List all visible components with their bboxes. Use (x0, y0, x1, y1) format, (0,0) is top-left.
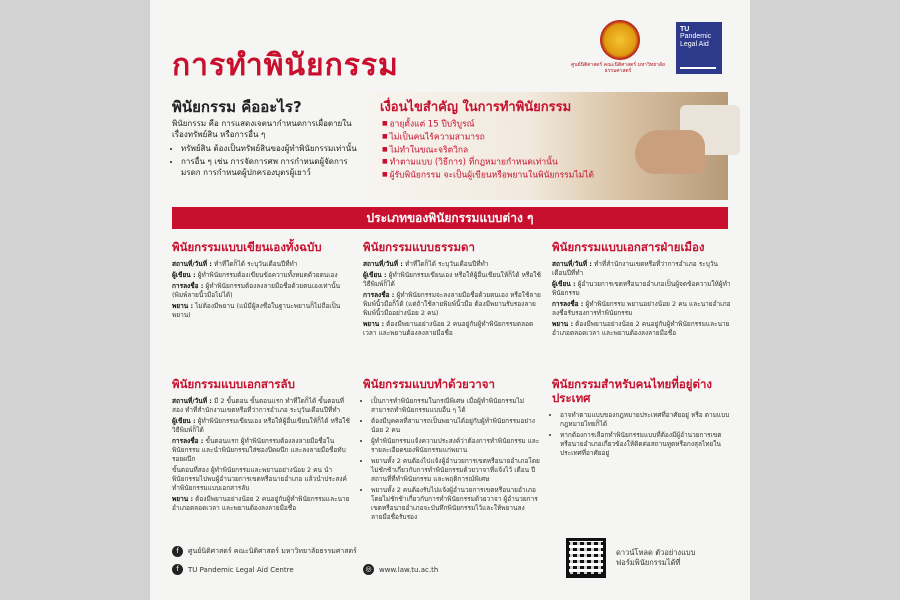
type-witness (552, 320, 732, 338)
type-heading: พินัยกรรมแบบเอกสารลับ (172, 377, 295, 391)
type-heading: พินัยกรรมแบบเอกสารฝ่ายเมือง (552, 240, 705, 254)
what-is-heading: พินัยกรรม คืออะไร? (172, 98, 302, 116)
field-value: มี 2 ขั้นตอน ขั้นตอนแรก ทำที่ใดก็ได้ ขั้นตอนที่สอง ทำที่สำนักงานเขตหรือที่ว่าการอำเภอ ระบุวันเดือนปีที่ทำ (172, 397, 345, 414)
what-is-body (172, 118, 357, 180)
type-heading: พินัยกรรมแบบธรรมดา (363, 240, 475, 254)
field-label: ผู้เขียน : (172, 417, 196, 425)
page-title: การทำพินัยกรรม (172, 48, 399, 83)
conditions-list (382, 118, 632, 182)
field-value: ทำที่สำนักงานเขตหรือที่ว่าการอำเภอ ระบุวันเดือนปีที่ทำ (552, 260, 718, 277)
verbal-item: • เป็นการทำพินัยกรรมในกรณีพิเศษ เมื่อผู้ทำพินัยกรรมไม่สามารถทำพินัยกรรมแบบอื่น ๆ ได้ (371, 397, 543, 415)
type-abroad (552, 377, 732, 460)
type-ordinary (363, 240, 543, 340)
footer-facebook2-text: TU Pandemic Legal Aid Centre (188, 565, 294, 574)
type-place (172, 397, 352, 415)
condition-item: ■ ไม่ทำในขณะจริตวิกล (382, 144, 632, 157)
what-is-bullet: • ทรัพย์สิน ต้องเป็นทรัพย์สินของผู้ทำพินัยกรรมเท่านั้น (181, 143, 357, 154)
type-writer (552, 280, 732, 298)
type-witness (363, 320, 543, 338)
law-center-seal-logo (600, 20, 640, 60)
field-label: การลงชื่อ : (172, 282, 204, 290)
footer-facebook[interactable] (172, 546, 357, 557)
types-banner: ประเภทของพินัยกรรมแบบต่าง ๆ (172, 207, 728, 229)
facebook-icon: f (172, 546, 183, 557)
field-label: ผู้เขียน : (552, 280, 576, 288)
type-verbal (363, 377, 543, 524)
condition-item: ■ ผู้รับพินัยกรรม จะเป็นผู้เขียนหรือพยานในพินัยกรรมไม่ได้ (382, 169, 632, 182)
field-value: ต้องมีพยานอย่างน้อย 2 คนอยู่กับผู้ทำพินัยกรรมตลอดเวลา และพยานต้องลงลายมือชื่อ (363, 320, 534, 337)
footer-website[interactable] (363, 564, 438, 575)
abroad-item: • หากต้องการเลือกทำพินัยกรรมแบบที่ต้องมีผู้อำนวยการเขตหรือนายอำเภอเกี่ยวข้องให้ติดต่อสถานทูตหรือกงสุลไทยในประเทศที่อาศัยอยู่ (560, 431, 732, 458)
type-sign (172, 437, 352, 464)
type-secret (172, 377, 352, 515)
type-sign (363, 291, 543, 318)
field-value: ต้องมีพยานอย่างน้อย 2 คนอยู่กับผู้ทำพินัยกรรมและนายอำเภอตลอดเวลา และพยานต้องลงลายมือชื่อ (172, 495, 350, 512)
field-label: ผู้เขียน : (172, 271, 196, 279)
type-witness (172, 302, 352, 320)
field-label: สถานที่/วันที่ : (172, 397, 212, 405)
field-label: พยาน : (363, 320, 385, 328)
field-value: ขั้นตอนแรก ผู้ทำพินัยกรรมต้องลงลายมือชื่อในพินัยกรรม และนำพินัยกรรมใส่ซองปิดผนึก และลงลายมือชื่อทับรอยผนึก (172, 437, 346, 463)
type-handwritten (172, 240, 352, 322)
field-value: ผู้ทำพินัยกรรม พยานอย่างน้อย 2 คน และนายอำเภอลงชื่อรับรองการทำพินัยกรรม (552, 300, 731, 317)
seal-caption: ศูนย์นิติศาสตร์ คณะนิติศาสตร์ มหาวิทยาลัยธรรมศาสตร์ (571, 62, 665, 74)
verbal-item: • ผู้ทำพินัยกรรมแจ้งความประสงค์ว่าต้องการทำพินัยกรรม และรายละเอียดของพินัยกรรมแก่พยาน (371, 437, 543, 455)
field-value: ทำที่ใดก็ได้ ระบุวันเดือนปีที่ทำ (213, 260, 298, 268)
conditions-heading: เงื่อนไขสำคัญ ในการทำพินัยกรรม (380, 100, 572, 115)
field-value: ผู้ทำพินัยกรรมต้องเขียนข้อความทั้งหมดด้วยตนเอง (197, 271, 338, 279)
type-public (552, 240, 732, 340)
field-value: ไม่ต้องมีพยาน (แม้มีผู้ลงชื่อในฐานะพยานก็ไม่ถือเป็นพยาน) (172, 302, 341, 319)
field-value: ทำที่ใดก็ได้ ระบุวันเดือนปีที่ทำ (404, 260, 489, 268)
condition-item: ■ ทำตามแบบ (วิธีการ) ที่กฎหมายกำหนดเท่านั้น (382, 156, 632, 169)
condition-item: ■ ไม่เป็นคนไร้ความสามารถ (382, 131, 632, 144)
globe-icon: ◎ (363, 564, 374, 575)
photo-hand-with-pen (635, 130, 705, 174)
type-step2: ขั้นตอนที่สอง ผู้ทำพินัยกรรมและพยานอย่างน้อย 2 คน นำพินัยกรรมไปพบผู้อำนวยการเขตหรือนายอำเภอ แล้วนำประสงค์ทำพินัยกรรมแบบเอกสารลับ (172, 466, 347, 492)
facebook-icon: f (172, 564, 183, 575)
condition-item: ■ อายุตั้งแต่ 15 ปีบริบูรณ์ (382, 118, 632, 131)
field-value: ผู้ทำพินัยกรรมต้องลงลายมือชื่อด้วยตนเองเท่านั้น (พิมพ์ลายนิ้วมือไม่ได้) (172, 282, 341, 299)
verbal-list (363, 397, 543, 522)
type-writer (172, 417, 352, 435)
field-value: ผู้อำนวยการเขตหรือนายอำเภอเป็นผู้จดข้อความให้ผู้ทำพินัยกรรม (552, 280, 731, 297)
qr-code-pattern (570, 542, 602, 574)
type-sign (172, 282, 352, 300)
tu-logo-line2: Legal Aid (680, 41, 709, 48)
type-sign (552, 300, 732, 318)
type-heading: พินัยกรรมสำหรับคนไทยที่อยู่ต่างประเทศ (552, 377, 713, 405)
field-value: ผู้ทำพินัยกรรมเขียนเอง หรือให้ผู้อื่นเขียนให้ก็ได้ หรือใช้วิธีพิมพ์ก็ได้ (363, 271, 541, 288)
field-label: การลงชื่อ : (552, 300, 584, 308)
verbal-item: • ต้องมีบุคคลที่สามารถเป็นพยานได้อยู่กับผู้ทำพินัยกรรมอย่างน้อย 2 คน (371, 417, 543, 435)
field-label: ผู้เขียน : (363, 271, 387, 279)
type-place (552, 260, 732, 278)
type-heading: พินัยกรรมแบบเขียนเองทั้งฉบับ (172, 240, 322, 254)
footer-website-text: www.law.tu.ac.th (379, 565, 439, 574)
tu-logo-mark: TU (680, 26, 690, 33)
field-value: ผู้ทำพินัยกรรมจะลงลายมือชื่อด้วยตนเอง หรือใช้ลายพิมพ์นิ้วมือก็ได้ (แต่ถ้าใช้ลายพิมพ์นิ้วมือ ต้องมีพยานรับรองลายพิมพ์นิ้วมืออย่างน้อย 2 คน) (363, 291, 541, 317)
footer-facebook-text: ศูนย์นิติศาสตร์ คณะนิติศาสตร์ มหาวิทยาลัยธรรมศาสตร์ (188, 547, 357, 555)
field-label: สถานที่/วันที่ : (172, 260, 212, 268)
abroad-list (552, 411, 732, 458)
type-heading: พินัยกรรมแบบทำด้วยวาจา (363, 377, 495, 391)
field-label: การลงชื่อ : (172, 437, 204, 445)
poster (150, 0, 750, 600)
type-place (172, 260, 352, 269)
field-label: การลงชื่อ : (363, 291, 395, 299)
type-place (363, 260, 543, 269)
field-value: ต้องมีพยานอย่างน้อย 2 คนอยู่กับผู้ทำพินัยกรรมและนายอำเภอตลอดเวลา และพยานต้องลงลายมือชื่อ (552, 320, 730, 337)
field-label: พยาน : (172, 302, 194, 310)
abroad-item: • อาจทำตามแบบของกฎหมายประเทศที่อาศัยอยู่ หรือ ตามแบบกฎหมายไทยก็ได้ (560, 411, 732, 429)
type-witness (172, 495, 352, 513)
what-is-bullet: • การอื่น ๆ เช่น การจัดการศพ การกำหนดผู้จัดการมรดก การกำหนดผู้ปกครองบุตรผู้เยาว์ (181, 156, 357, 178)
verbal-item: • พยานทั้ง 2 คนต้องไปแจ้งผู้อำนวยการเขตหรือนายอำเภอโดยไม่ชักช้าเกี่ยวกับการทำพินัยกรรมด้วยวาจาที่แจ้งไว้ เดือน ปี สถานที่ที่ทำพินัยกรรม และพฤติการณ์พิเศษ (371, 457, 543, 484)
what-is-definition: พินัยกรรม คือ การแสดงเจตนากำหนดการเผื่อตายในเรื่องทรัพย์สิน หรือการอื่น ๆ (172, 119, 352, 139)
type-writer (172, 271, 352, 280)
field-label: พยาน : (552, 320, 574, 328)
qr-caption: ดาวน์โหลด ตัวอย่างแบบฟอร์มพินัยกรรมได้ที่ (616, 548, 696, 567)
tu-logo-line1: Pandemic (680, 33, 712, 40)
field-label: สถานที่/วันที่ : (363, 260, 403, 268)
tu-pandemic-legal-aid-logo (676, 22, 722, 74)
tu-logo-bar (680, 67, 716, 69)
verbal-item: • พยานทั้ง 2 คนต้องรับไปแจ้งผู้อำนวยการเขตหรือนายอำเภอโดยไม่ชักช้าเกี่ยวกับการทำพินัยกรรมด้วยวาจา ผู้อำนวยการเขตหรือนายอำเภอจะบันทึกพินัยกรรมไว้และให้พยานลงลายมือชื่อรับรอง (371, 486, 543, 522)
field-value: ผู้ทำพินัยกรรมเขียนเอง หรือให้ผู้อื่นเขียนให้ก็ได้ หรือใช้วิธีพิมพ์ก็ได้ (172, 417, 350, 434)
field-label: สถานที่/วันที่ : (552, 260, 592, 268)
footer-facebook-2[interactable] (172, 564, 294, 575)
field-label: พยาน : (172, 495, 194, 503)
type-writer (363, 271, 543, 289)
